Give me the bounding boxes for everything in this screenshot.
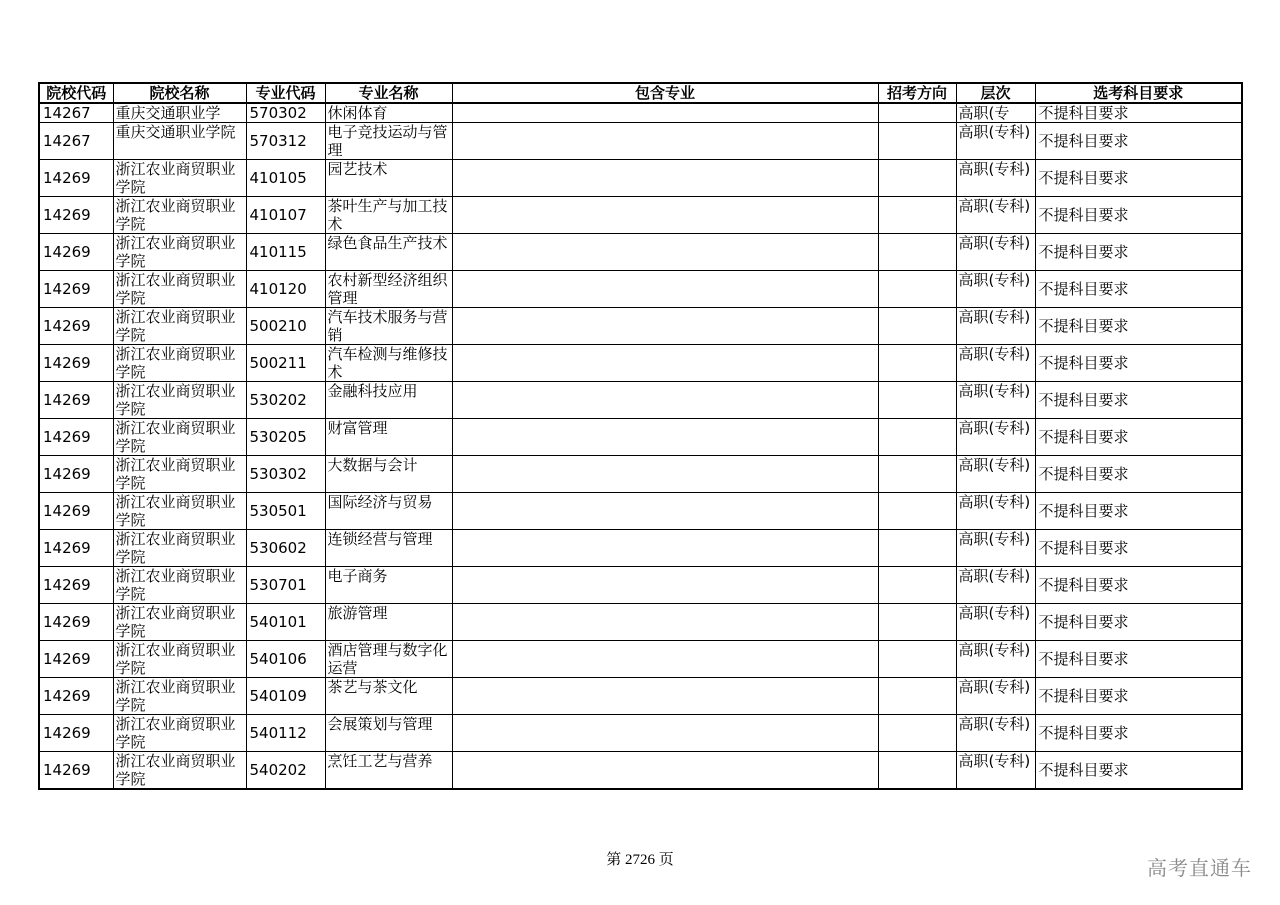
included-majors-cell	[452, 678, 878, 715]
subject-requirement-cell: 不提科目要求	[1035, 160, 1242, 197]
subject-requirement-cell: 不提科目要求	[1035, 308, 1242, 345]
direction-cell	[878, 382, 956, 419]
subject-requirement-cell: 不提科目要求	[1035, 530, 1242, 567]
table-row	[39, 493, 1242, 530]
table-row	[39, 197, 1242, 234]
included-majors-cell	[452, 345, 878, 382]
subject-requirement-cell: 不提科目要求	[1035, 419, 1242, 456]
school-code-cell: 14269	[39, 678, 113, 715]
school-code-cell: 14269	[39, 567, 113, 604]
major-code-cell: 530205	[246, 419, 325, 456]
included-majors-cell	[452, 715, 878, 752]
level-cell: 高职(专科)	[956, 308, 1035, 345]
level-cell: 高职(专科)	[956, 715, 1035, 752]
subject-requirement-cell: 不提科目要求	[1035, 715, 1242, 752]
table-row	[39, 530, 1242, 567]
table-row	[39, 308, 1242, 345]
watermark-logo-text: 高考直通车	[1147, 856, 1252, 880]
school-name-cell: 浙江农业商贸职业学院	[113, 308, 246, 345]
school-code-cell: 14269	[39, 493, 113, 530]
major-code-cell: 540109	[246, 678, 325, 715]
major-code-cell: 530302	[246, 456, 325, 493]
level-cell: 高职(专科)	[956, 456, 1035, 493]
subject-requirement-cell: 不提科目要求	[1035, 123, 1242, 160]
subject-requirement-cell: 不提科目要求	[1035, 604, 1242, 641]
school-code-cell: 14269	[39, 271, 113, 308]
table-row	[39, 604, 1242, 641]
major-code-cell: 570302	[246, 103, 325, 123]
table-row	[39, 456, 1242, 493]
school-code-cell: 14269	[39, 382, 113, 419]
subject-requirement-cell: 不提科目要求	[1035, 567, 1242, 604]
school-name-cell: 浙江农业商贸职业学院	[113, 345, 246, 382]
included-majors-cell	[452, 308, 878, 345]
table-row	[39, 382, 1242, 419]
major-name-cell: 酒店管理与数字化运营	[325, 641, 452, 678]
subject-requirement-cell: 不提科目要求	[1035, 678, 1242, 715]
subject-requirement-cell: 不提科目要求	[1035, 493, 1242, 530]
included-majors-cell	[452, 530, 878, 567]
subject-requirement-cell: 不提科目要求	[1035, 456, 1242, 493]
level-cell: 高职(专科)	[956, 493, 1035, 530]
school-code-cell: 14269	[39, 530, 113, 567]
level-cell: 高职(专科)	[956, 345, 1035, 382]
subject-requirement-cell: 不提科目要求	[1035, 234, 1242, 271]
school-code-cell: 14269	[39, 641, 113, 678]
level-cell: 高职(专科)	[956, 752, 1035, 790]
direction-cell	[878, 567, 956, 604]
major-code-cell: 530701	[246, 567, 325, 604]
direction-cell	[878, 752, 956, 790]
school-code-cell: 14269	[39, 604, 113, 641]
major-code-cell: 410115	[246, 234, 325, 271]
page-number: 第 2726 页	[606, 852, 674, 868]
school-name-cell: 重庆交通职业学院	[113, 123, 246, 160]
header-direction: 招考方向	[878, 83, 956, 103]
school-name-cell: 浙江农业商贸职业学院	[113, 234, 246, 271]
school-code-cell: 14267	[39, 103, 113, 123]
major-name-cell: 连锁经营与管理	[325, 530, 452, 567]
direction-cell	[878, 308, 956, 345]
major-name-cell: 绿色食品生产技术	[325, 234, 452, 271]
table-row	[39, 234, 1242, 271]
direction-cell	[878, 641, 956, 678]
level-cell: 高职(专科)	[956, 567, 1035, 604]
major-name-cell: 汽车检测与维修技术	[325, 345, 452, 382]
level-cell: 高职(专科)	[956, 234, 1035, 271]
subject-requirement-cell: 不提科目要求	[1035, 752, 1242, 790]
included-majors-cell	[452, 103, 878, 123]
included-majors-cell	[452, 456, 878, 493]
major-name-cell: 大数据与会计	[325, 456, 452, 493]
major-name-cell: 旅游管理	[325, 604, 452, 641]
table-row	[39, 271, 1242, 308]
school-code-cell: 14269	[39, 234, 113, 271]
table-body	[39, 103, 1242, 789]
direction-cell	[878, 160, 956, 197]
major-name-cell: 农村新型经济组织管理	[325, 271, 452, 308]
major-name-cell: 金融科技应用	[325, 382, 452, 419]
major-code-cell: 540112	[246, 715, 325, 752]
direction-cell	[878, 678, 956, 715]
table-row	[39, 103, 1242, 123]
included-majors-cell	[452, 604, 878, 641]
header-included-majors: 包含专业	[452, 83, 878, 103]
included-majors-cell	[452, 567, 878, 604]
school-code-cell: 14269	[39, 160, 113, 197]
school-name-cell: 浙江农业商贸职业学院	[113, 567, 246, 604]
major-name-cell: 园艺技术	[325, 160, 452, 197]
direction-cell	[878, 715, 956, 752]
direction-cell	[878, 271, 956, 308]
level-cell: 高职(专科)	[956, 382, 1035, 419]
table-row	[39, 160, 1242, 197]
school-code-cell: 14269	[39, 419, 113, 456]
major-name-cell: 茶艺与茶文化	[325, 678, 452, 715]
level-cell: 高职(专	[956, 103, 1035, 123]
direction-cell	[878, 234, 956, 271]
major-name-cell: 财富管理	[325, 419, 452, 456]
school-code-cell: 14269	[39, 456, 113, 493]
school-name-cell: 重庆交通职业学	[113, 103, 246, 123]
school-name-cell: 浙江农业商贸职业学院	[113, 715, 246, 752]
subject-requirement-cell: 不提科目要求	[1035, 382, 1242, 419]
major-name-cell: 会展策划与管理	[325, 715, 452, 752]
school-name-cell: 浙江农业商贸职业学院	[113, 160, 246, 197]
major-name-cell: 电子竞技运动与管理	[325, 123, 452, 160]
major-code-cell: 540106	[246, 641, 325, 678]
level-cell: 高职(专科)	[956, 419, 1035, 456]
table-row	[39, 641, 1242, 678]
school-name-cell: 浙江农业商贸职业学院	[113, 271, 246, 308]
direction-cell	[878, 456, 956, 493]
included-majors-cell	[452, 382, 878, 419]
included-majors-cell	[452, 493, 878, 530]
major-code-cell: 530602	[246, 530, 325, 567]
school-name-cell: 浙江农业商贸职业学院	[113, 530, 246, 567]
header-major-code: 专业代码	[246, 83, 325, 103]
level-cell: 高职(专科)	[956, 641, 1035, 678]
level-cell: 高职(专科)	[956, 160, 1035, 197]
header-subject-requirement: 选考科目要求	[1035, 83, 1242, 103]
direction-cell	[878, 604, 956, 641]
table-row	[39, 419, 1242, 456]
subject-requirement-cell: 不提科目要求	[1035, 271, 1242, 308]
table-header-row	[39, 83, 1242, 103]
school-name-cell: 浙江农业商贸职业学院	[113, 678, 246, 715]
major-code-cell: 530202	[246, 382, 325, 419]
included-majors-cell	[452, 234, 878, 271]
table-row	[39, 123, 1242, 160]
major-name-cell: 汽车技术服务与营销	[325, 308, 452, 345]
school-code-cell: 14269	[39, 345, 113, 382]
major-code-cell: 410120	[246, 271, 325, 308]
major-code-cell: 530501	[246, 493, 325, 530]
direction-cell	[878, 197, 956, 234]
level-cell: 高职(专科)	[956, 604, 1035, 641]
direction-cell	[878, 123, 956, 160]
major-name-cell: 电子商务	[325, 567, 452, 604]
included-majors-cell	[452, 123, 878, 160]
school-name-cell: 浙江农业商贸职业学院	[113, 197, 246, 234]
table-row	[39, 678, 1242, 715]
major-code-cell: 500210	[246, 308, 325, 345]
school-code-cell: 14269	[39, 308, 113, 345]
school-name-cell: 浙江农业商贸职业学院	[113, 456, 246, 493]
major-code-cell: 410105	[246, 160, 325, 197]
header-school-code: 院校代码	[39, 83, 113, 103]
included-majors-cell	[452, 641, 878, 678]
major-name-cell: 休闲体育	[325, 103, 452, 123]
school-code-cell: 14269	[39, 715, 113, 752]
header-major-name: 专业名称	[325, 83, 452, 103]
major-code-cell: 500211	[246, 345, 325, 382]
direction-cell	[878, 493, 956, 530]
subject-requirement-cell: 不提科目要求	[1035, 103, 1242, 123]
direction-cell	[878, 530, 956, 567]
school-name-cell: 浙江农业商贸职业学院	[113, 382, 246, 419]
school-code-cell: 14267	[39, 123, 113, 160]
direction-cell	[878, 419, 956, 456]
major-code-cell: 540101	[246, 604, 325, 641]
table-row	[39, 345, 1242, 382]
table-row	[39, 567, 1242, 604]
level-cell: 高职(专科)	[956, 197, 1035, 234]
subject-requirement-cell: 不提科目要求	[1035, 197, 1242, 234]
major-code-cell: 540202	[246, 752, 325, 790]
level-cell: 高职(专科)	[956, 530, 1035, 567]
table-row	[39, 752, 1242, 790]
school-name-cell: 浙江农业商贸职业学院	[113, 419, 246, 456]
major-name-cell: 茶叶生产与加工技术	[325, 197, 452, 234]
school-name-cell: 浙江农业商贸职业学院	[113, 604, 246, 641]
major-code-cell: 570312	[246, 123, 325, 160]
header-level: 层次	[956, 83, 1035, 103]
direction-cell	[878, 103, 956, 123]
school-name-cell: 浙江农业商贸职业学院	[113, 493, 246, 530]
major-code-cell: 410107	[246, 197, 325, 234]
included-majors-cell	[452, 197, 878, 234]
included-majors-cell	[452, 160, 878, 197]
school-code-cell: 14269	[39, 197, 113, 234]
level-cell: 高职(专科)	[956, 123, 1035, 160]
direction-cell	[878, 345, 956, 382]
level-cell: 高职(专科)	[956, 271, 1035, 308]
school-code-cell: 14269	[39, 752, 113, 790]
subject-requirement-cell: 不提科目要求	[1035, 345, 1242, 382]
subject-requirement-cell: 不提科目要求	[1035, 641, 1242, 678]
major-name-cell: 烹饪工艺与营养	[325, 752, 452, 790]
school-name-cell: 浙江农业商贸职业学院	[113, 641, 246, 678]
included-majors-cell	[452, 752, 878, 790]
major-name-cell: 国际经济与贸易	[325, 493, 452, 530]
included-majors-cell	[452, 271, 878, 308]
admissions-table	[38, 82, 1243, 790]
school-name-cell: 浙江农业商贸职业学院	[113, 752, 246, 790]
table-row	[39, 715, 1242, 752]
included-majors-cell	[452, 419, 878, 456]
level-cell: 高职(专科)	[956, 678, 1035, 715]
header-school-name: 院校名称	[113, 83, 246, 103]
